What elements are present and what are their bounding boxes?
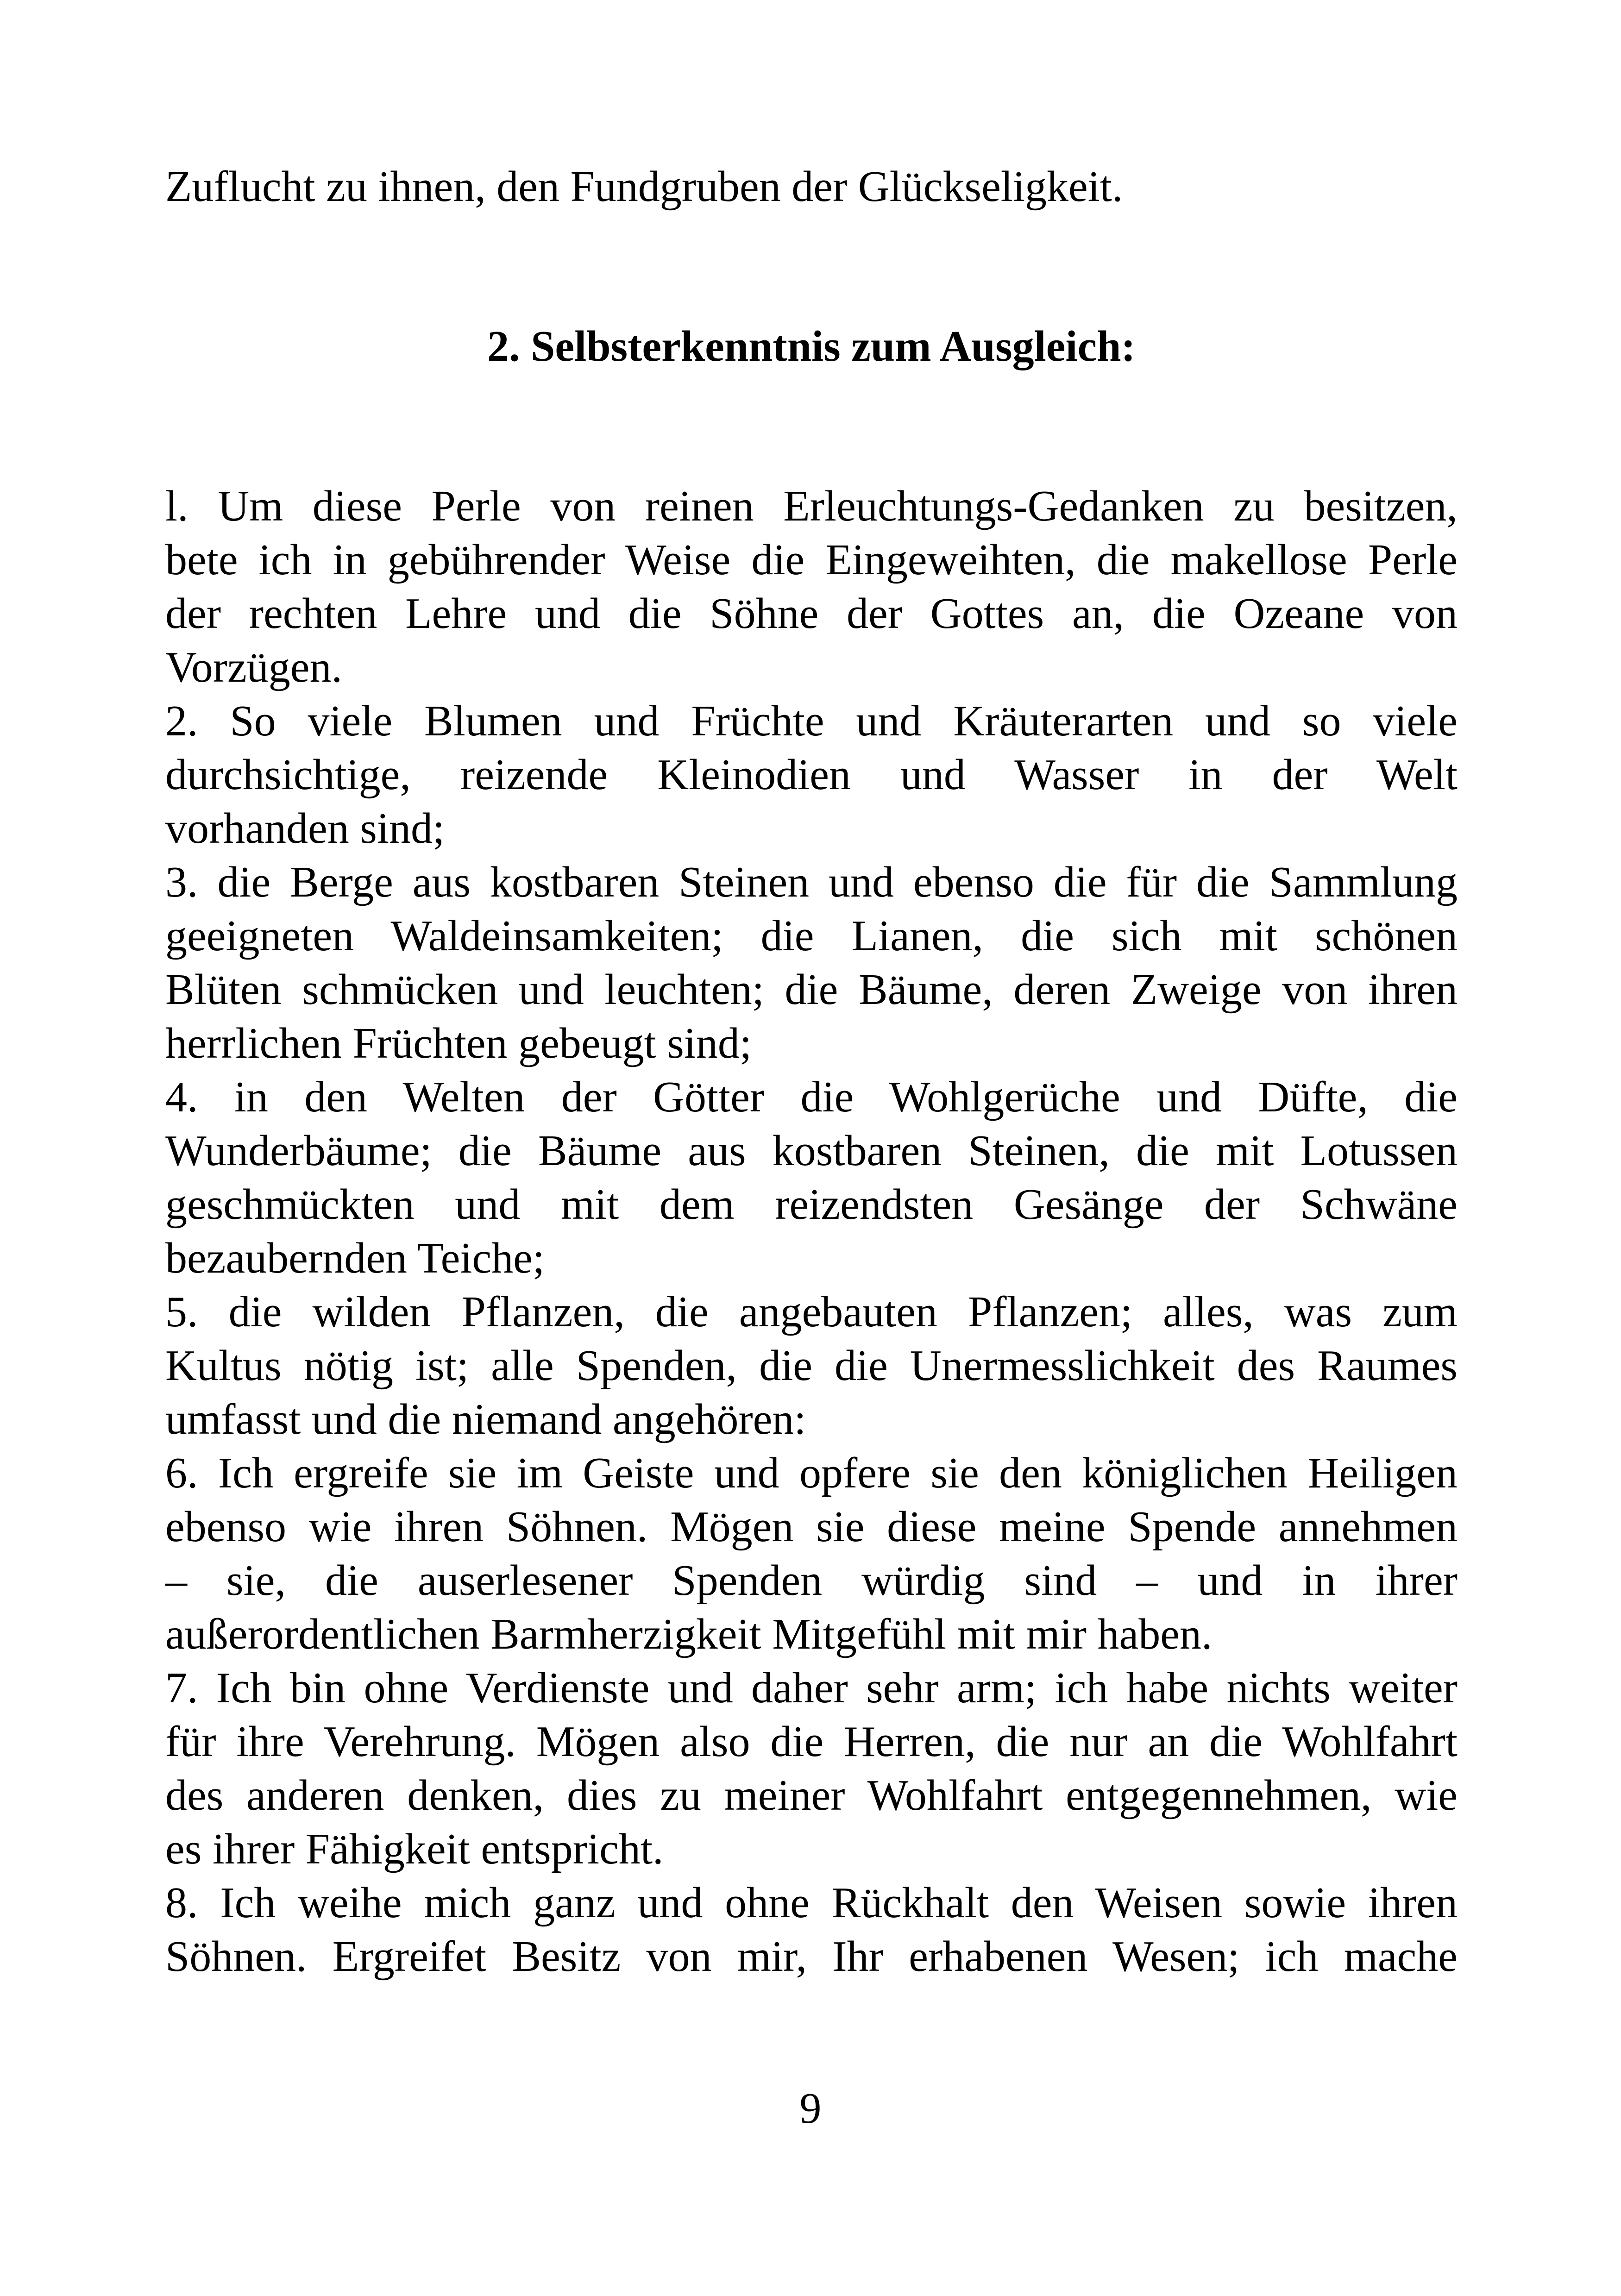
text-line: Kultus nötig ist; alle Spenden, die die Unermesslichkeit des Raumes — [165, 1342, 1458, 1390]
text-line: außerordentlichen Barmherzigkeit Mitgefühl mit mir haben. — [165, 1610, 1213, 1658]
text-line: 4. in den Welten der Götter die Wohlgerüche und Düfte, die — [165, 1073, 1458, 1121]
text-line: Vorzügen. — [165, 643, 343, 691]
section-heading: 2. Selbsterkenntnis zum Ausgleich: — [487, 322, 1136, 370]
text-line: für ihre Verehrung. Mögen also die Herren, die nur an die Wohlfahrt — [165, 1718, 1458, 1766]
text-line: herrlichen Früchten gebeugt sind; — [165, 1019, 752, 1067]
text-line: Wunderbäume; die Bäume aus kostbaren Steinen, die mit Lotussen — [165, 1127, 1458, 1175]
text-line: geeigneten Waldeinsamkeiten; die Lianen, die sich mit schönen — [165, 912, 1458, 960]
text-line: 7. Ich bin ohne Verdienste und daher sehr arm; ich habe nichts weiter — [165, 1664, 1458, 1712]
text-line: 2. So viele Blumen und Früchte und Kräuterarten und so viele — [165, 697, 1458, 745]
text-line: Söhnen. Ergreifet Besitz von mir, Ihr erhabenen Wesen; ich mache — [165, 1932, 1458, 1981]
text-line: 6. Ich ergreife sie im Geiste und opfere sie den königlichen Heiligen — [165, 1449, 1458, 1497]
text-line: – sie, die auserlesener Spenden würdig sind – und in ihrer — [165, 1556, 1458, 1605]
intro-line: Zuflucht zu ihnen, den Fundgruben der Glückseligkeit. — [165, 163, 1123, 211]
text-line: ebenso wie ihren Söhnen. Mögen sie diese meine Spende annehmen — [165, 1503, 1458, 1551]
page-number: 9 — [799, 2084, 822, 2133]
text-line: vorhanden sind; — [165, 804, 445, 853]
page-body — [165, 160, 1458, 1981]
text-line: geschmückten und mit dem reizendsten Gesänge der Schwäne — [165, 1180, 1458, 1229]
text-line: bezaubernden Teiche; — [165, 1234, 545, 1282]
text-line: durchsichtige, reizende Kleinodien und Wasser in der Welt — [165, 751, 1458, 799]
text-line: bete ich in gebührender Weise die Eingeweihten, die makellose Perle — [165, 536, 1458, 584]
text-line: 5. die wilden Pflanzen, die angebauten Pflanzen; alles, was zum — [165, 1288, 1458, 1336]
text-line: Blüten schmücken und leuchten; die Bäume, deren Zweige von ihren — [165, 966, 1458, 1014]
text-line: 3. die Berge aus kostbaren Steinen und ebenso die für die Sammlung — [165, 858, 1458, 906]
text-line: umfasst und die niemand angehören: — [165, 1395, 806, 1443]
text-line: der rechten Lehre und die Söhne der Gottes an, die Ozeane von — [165, 590, 1458, 638]
text-line: des anderen denken, dies zu meiner Wohlfahrt entgegennehmen, wie — [165, 1771, 1458, 1819]
text-line: es ihrer Fähigkeit entspricht. — [165, 1825, 664, 1873]
text-line: l. Um diese Perle von reinen Erleuchtungs-Gedanken zu besitzen, — [165, 482, 1458, 530]
text-line: 8. Ich weihe mich ganz und ohne Rückhalt den Weisen sowie ihren — [165, 1879, 1458, 1927]
body-text — [165, 479, 1458, 1983]
